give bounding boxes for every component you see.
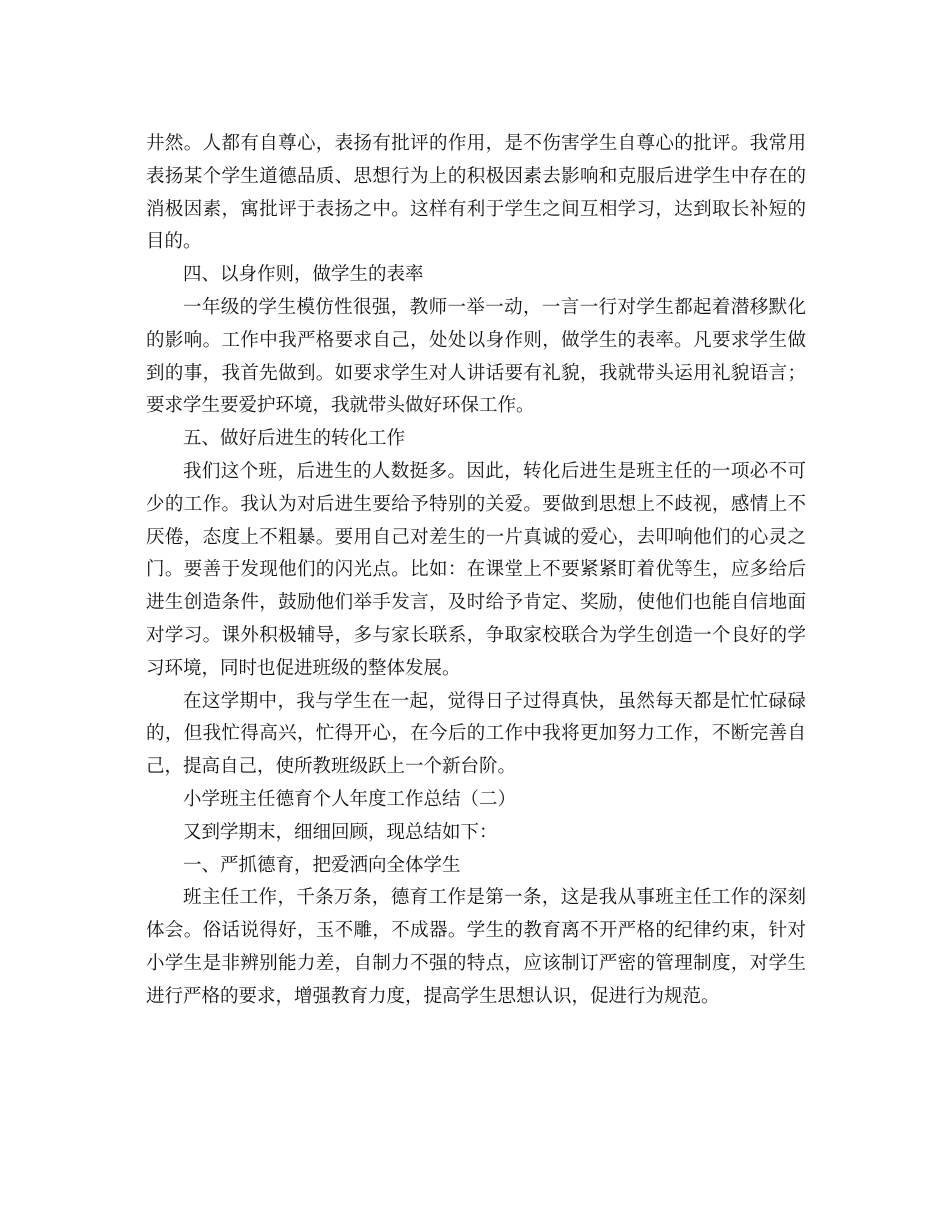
paragraph-3: 一年级的学生模仿性很强，教师一举一动，一言一行对学生都起着潜移默化的影响。工作中我严格要求自己，处处以身作则，做学生的表率。凡要求学生做到的事，我首先做到。如要求学生对人讲话要有礼貌，我就带头运用礼貌语言；要求学生要爱护环境，我就带头做好环保工作。 — [146, 296, 806, 417]
document-body — [146, 128, 806, 1014]
heading-section-5: 五、做好后进生的转化工作 — [183, 428, 406, 450]
document-subtitle: 小学班主任德育个人年度工作总结（二） — [183, 788, 517, 810]
paragraph-10: 班主任工作，千条万条，德育工作是第一条，这是我从事班主任工作的深刻体会。俗话说得好，玉不雕，不成器。学生的教育离不开严格的纪律约束，针对小学生是非辨别能力差，自制力不强的特点，应该制订严密的管理制度，对学生进行严格的要求，增强教育力度，提高学生思想认识，促进行为规范。 — [146, 887, 806, 1007]
paragraph-6: 在这学期中，我与学生在一起，觉得日子过得真快，虽然每天都是忙忙碌碌的，但我忙得高兴，忙得开心，在今后的工作中我将更加努力工作，不断完善自己，提高自己，使所教班级跃上一个新台阶。 — [146, 690, 806, 778]
paragraph-1: 井然。人都有自尊心，表扬有批评的作用，是不伤害学生自尊心的批评。我常用表扬某个学生道德品质、思想行为上的积极因素去影响和克服后进学生中存在的消极因素，寓批评于表扬之中。这样有利于学生之间互相学习，达到取长补短的目的。 — [146, 133, 806, 253]
heading-section-1: 一、严抓德育，把爱洒向全体学生 — [183, 854, 461, 876]
paragraph-5: 我们这个班，后进生的人数挺多。因此，转化后进生是班主任的一项必不可少的工作。我认为对后进生要给予特别的关爱。要做到思想上不歧视，感情上不厌倦，态度上不粗暴。要用自己对差生的一片真诚的爱心，去叩响他们的心灵之门。要善于发现他们的闪光点。比如：在课堂上不要紧紧盯着优等生，应多给后进生创造条件，鼓励他们举手发言，及时给予肯定、奖励，使他们也能自信地面对学习。课外积极辅导，多与家长联系，争取家校联合为学生创造一个良好的学习环境，同时也促进班级的整体发展。 — [146, 460, 806, 679]
paragraph-8: 又到学期末，细细回顾，现总结如下： — [183, 821, 498, 843]
heading-section-4: 四、以身作则，做学生的表率 — [183, 264, 424, 286]
